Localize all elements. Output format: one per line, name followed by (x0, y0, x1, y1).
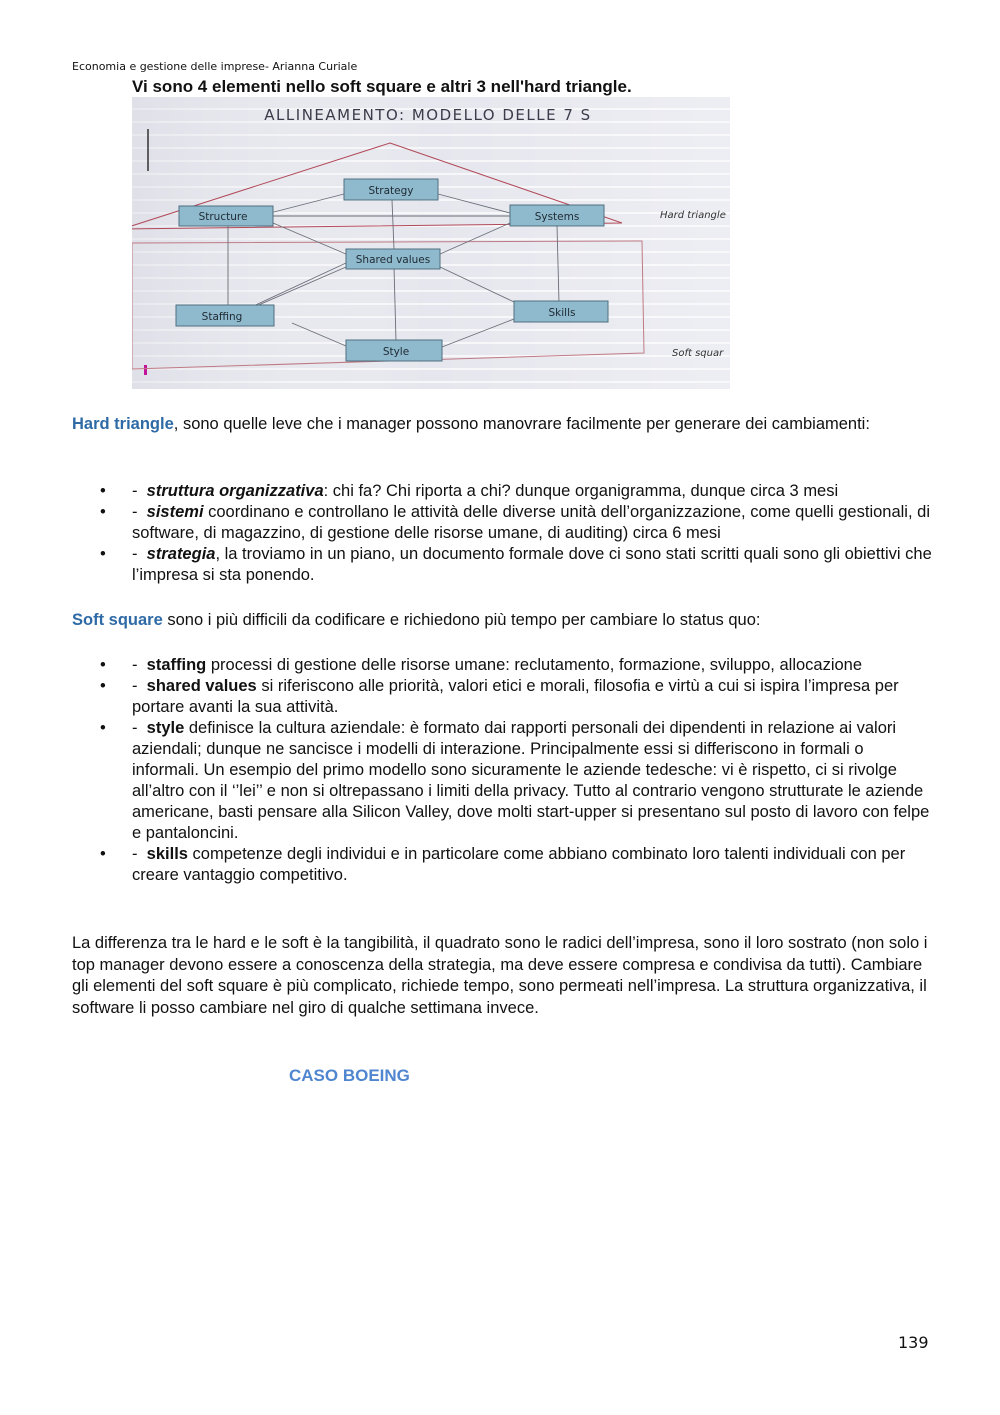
item-text: processi di gestione delle risorse umane: reclutamento, formazione, sviluppo, allocazione (206, 656, 863, 674)
item-term: sistemi (146, 503, 204, 521)
soft-square-list (72, 655, 932, 886)
item-text: definisce la cultura aziendale: è formato dai rapporti personali dei dipendenti in relazione ai valori aziendali; dunque ne sancisce i modelli di interazione. Principalmente essi si differiscono in formali o informali. Un esempio del primo modello sono sicuramente le aziende tedesche: vi è rispetto, ci si rivolge all’altro con il ‘’lei’’ e non si oltrepassano i limiti della privacy. Tutto al contrario vengono strutturate le aziende americane, basti pensare alla Silicon Valley, dove molti start-upper si presentano sul posto di lavoro con felpe e pantaloncini. (132, 719, 930, 842)
list-item (72, 655, 932, 676)
dash: - (132, 656, 138, 674)
list-item (72, 544, 932, 586)
node-strategy: Strategy (368, 185, 414, 197)
dash: - (132, 482, 138, 500)
hard-triangle-label: Hard triangle (660, 210, 726, 221)
case-boeing-heading: CASO BOEING (289, 1066, 410, 1085)
dash: - (132, 503, 138, 521)
list-item (72, 481, 932, 502)
item-term: skills (146, 845, 188, 863)
item-text: coordinano e controllano le attività delle diverse unità dell’organizzazione, come quelli gestionali, di software, di magazzino, di gestione delle risorse umane, di auditing) circa 6 mesi (132, 503, 930, 542)
hard-triangle-paragraph (72, 414, 932, 436)
node-shared-values: Shared values (355, 254, 431, 266)
dash: - (132, 719, 138, 737)
list-item (72, 844, 932, 886)
soft-square-term: Soft square (72, 611, 163, 629)
hard-triangle-term: Hard triangle (72, 415, 174, 433)
list-item (72, 502, 932, 544)
soft-square-paragraph (72, 610, 932, 632)
bullet-icon: • (100, 656, 106, 674)
running-header: Economia e gestione delle imprese- Arianna Curiale (72, 60, 358, 73)
item-term: style (146, 719, 185, 737)
bullet-icon: • (100, 503, 106, 521)
item-text: , la troviamo in un piano, un documento formale dove ci sono stati scritti quali sono gli obiettivi che l’impresa si sta ponendo. (132, 545, 932, 584)
diagram-title: ALLINEAMENTO: MODELLO DELLE 7 S (264, 106, 592, 124)
bullet-icon: • (100, 719, 106, 737)
hard-triangle-list (72, 481, 932, 586)
page-number: 139 (898, 1333, 929, 1352)
conclusion-paragraph: La differenza tra le hard e le soft è la tangibilità, il quadrato sono le radici dell’impresa, sono il loro sostrato (non solo i top manager devono essere a conoscenza della strategia, ma deve essere compresa e condivisa da tutti). Cambiare gli elementi del soft square è più complicato, richiede tempo, sono permeati nell’impresa. La struttura organizzativa, il software li posso cambiare nel giro di qualche settimana invece. (72, 934, 928, 1017)
bullet-icon: • (100, 677, 106, 695)
node-skills: Skills (548, 307, 576, 319)
node-structure: Structure (198, 211, 248, 223)
bullet-icon: • (100, 482, 106, 500)
node-systems: Systems (534, 211, 580, 223)
list-item (72, 718, 932, 844)
seven-s-model-photo (132, 97, 730, 389)
item-text: competenze degli individui e in particolare come abbiano combinato loro talenti individuali con per creare vantaggio competitivo. (132, 845, 906, 884)
dash: - (132, 845, 138, 863)
bullet-icon: • (100, 845, 106, 863)
bullet-icon: • (100, 545, 106, 563)
soft-square-intro: sono i più difficili da codificare e richiedono più tempo per cambiare lo status quo: (162, 611, 761, 629)
intro-sentence: Vi sono 4 elementi nello soft square e altri 3 nell'hard triangle. (132, 77, 632, 96)
node-staffing: Staffing (201, 311, 243, 323)
item-text: si riferiscono alle priorità, valori etici e morali, filosofia e virtù a cui si ispira l’impresa per portare avanti la sua attività. (132, 677, 899, 716)
node-style: Style (382, 346, 410, 358)
soft-square-label: Soft squar (672, 348, 724, 359)
item-term: struttura organizzativa (146, 482, 324, 500)
list-item (72, 676, 932, 718)
item-term: staffing (146, 656, 207, 674)
dash: - (132, 545, 138, 563)
seven-s-diagram (132, 97, 730, 389)
item-text: : chi fa? Chi riporta a chi? dunque organigramma, dunque circa 3 mesi (323, 482, 839, 500)
item-term: strategia (146, 545, 216, 563)
dash: - (132, 677, 138, 695)
hard-triangle-intro: , sono quelle leve che i manager possono manovrare facilmente per generare dei cambiamenti: (173, 415, 870, 433)
item-term: shared values (146, 677, 257, 695)
